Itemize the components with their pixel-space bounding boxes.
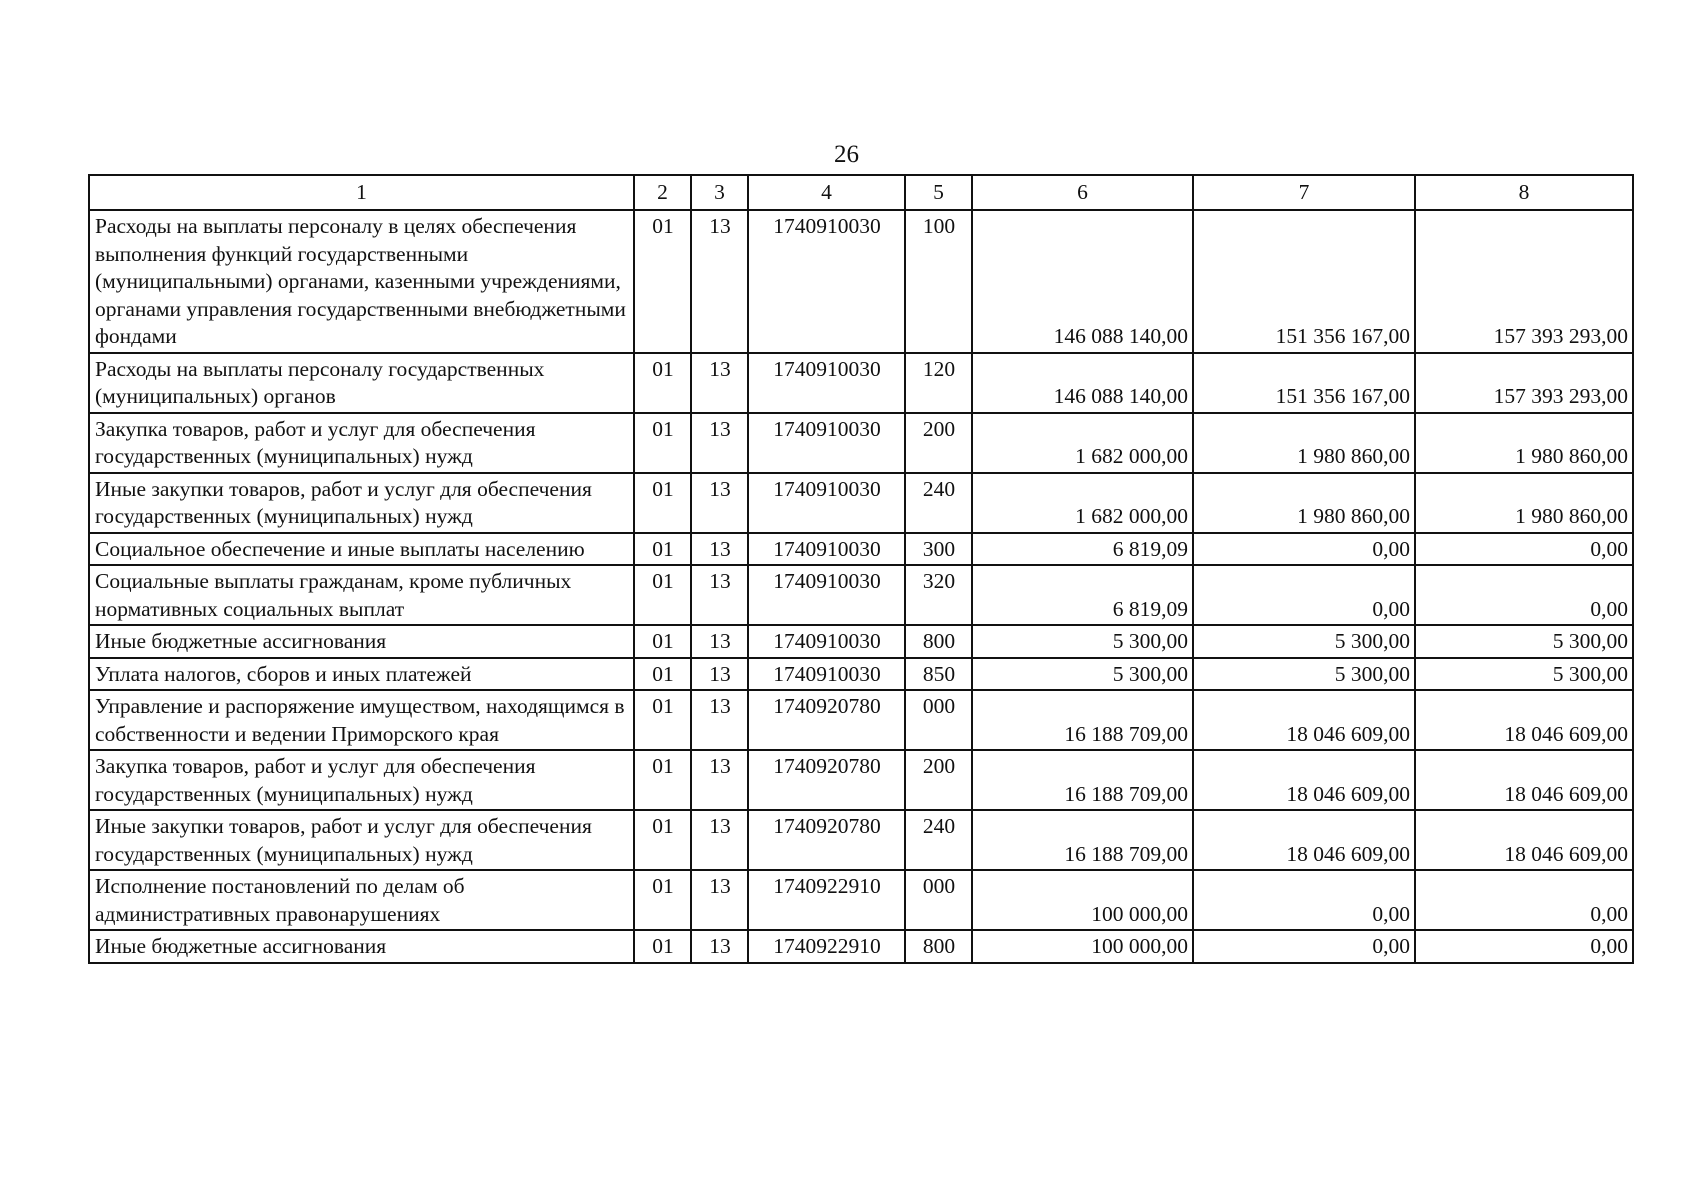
table-row: [89, 810, 1633, 870]
expense-type-cell: 000: [905, 870, 972, 930]
amount-col7-cell: 1 980 860,00: [1193, 473, 1415, 533]
amount-col6-cell: 16 188 709,00: [972, 810, 1193, 870]
row-name-cell: Иные бюджетные ассигнования: [89, 625, 634, 658]
amount-col6-cell: 6 819,09: [972, 565, 1193, 625]
expense-type-cell: 800: [905, 930, 972, 963]
table-row: [89, 210, 1633, 353]
section-code-cell: 01: [634, 658, 691, 691]
amount-col8-cell: 18 046 609,00: [1415, 750, 1633, 810]
table-row: [89, 870, 1633, 930]
section-code-cell: 01: [634, 533, 691, 566]
amount-col7-cell: 0,00: [1193, 930, 1415, 963]
amount-col7-cell: 5 300,00: [1193, 625, 1415, 658]
target-code-cell: 1740920780: [748, 810, 905, 870]
amount-col7-cell: 18 046 609,00: [1193, 810, 1415, 870]
amount-col8-cell: 0,00: [1415, 533, 1633, 566]
subsection-code-cell: 13: [691, 658, 748, 691]
row-name-cell: Социальное обеспечение и иные выплаты населению: [89, 533, 634, 566]
table-row: [89, 565, 1633, 625]
subsection-code-cell: 13: [691, 565, 748, 625]
amount-col8-cell: 1 980 860,00: [1415, 413, 1633, 473]
table-row: [89, 690, 1633, 750]
amount-col7-cell: 5 300,00: [1193, 658, 1415, 691]
column-header: 7: [1193, 175, 1415, 210]
column-header: 1: [89, 175, 634, 210]
amount-col8-cell: 5 300,00: [1415, 658, 1633, 691]
amount-col7-cell: 18 046 609,00: [1193, 690, 1415, 750]
subsection-code-cell: 13: [691, 750, 748, 810]
amount-col8-cell: 0,00: [1415, 565, 1633, 625]
subsection-code-cell: 13: [691, 353, 748, 413]
section-code-cell: 01: [634, 413, 691, 473]
subsection-code-cell: 13: [691, 930, 748, 963]
amount-col6-cell: 1 682 000,00: [972, 473, 1193, 533]
page-number: 26: [834, 141, 859, 168]
target-code-cell: 1740910030: [748, 473, 905, 533]
amount-col7-cell: 0,00: [1193, 533, 1415, 566]
amount-col7-cell: 151 356 167,00: [1193, 210, 1415, 353]
table-row: [89, 625, 1633, 658]
column-header: 4: [748, 175, 905, 210]
expense-type-cell: 000: [905, 690, 972, 750]
subsection-code-cell: 13: [691, 210, 748, 353]
expense-type-cell: 240: [905, 473, 972, 533]
amount-col7-cell: 151 356 167,00: [1193, 353, 1415, 413]
subsection-code-cell: 13: [691, 473, 748, 533]
section-code-cell: 01: [634, 750, 691, 810]
expense-type-cell: 200: [905, 413, 972, 473]
column-header: 2: [634, 175, 691, 210]
amount-col8-cell: 18 046 609,00: [1415, 690, 1633, 750]
amount-col7-cell: 1 980 860,00: [1193, 413, 1415, 473]
row-name-cell: Закупка товаров, работ и услуг для обеспечения государственных (муниципальных) нужд: [89, 413, 634, 473]
row-name-cell: Уплата налогов, сборов и иных платежей: [89, 658, 634, 691]
amount-col7-cell: 18 046 609,00: [1193, 750, 1415, 810]
amount-col8-cell: 157 393 293,00: [1415, 210, 1633, 353]
column-header: 6: [972, 175, 1193, 210]
amount-col8-cell: 5 300,00: [1415, 625, 1633, 658]
subsection-code-cell: 13: [691, 625, 748, 658]
amount-col8-cell: 157 393 293,00: [1415, 353, 1633, 413]
target-code-cell: 1740910030: [748, 625, 905, 658]
table-row: [89, 533, 1633, 566]
section-code-cell: 01: [634, 565, 691, 625]
amount-col6-cell: 5 300,00: [972, 658, 1193, 691]
amount-col6-cell: 100 000,00: [972, 870, 1193, 930]
amount-col8-cell: 1 980 860,00: [1415, 473, 1633, 533]
expense-type-cell: 120: [905, 353, 972, 413]
expense-type-cell: 200: [905, 750, 972, 810]
amount-col6-cell: 100 000,00: [972, 930, 1193, 963]
subsection-code-cell: 13: [691, 413, 748, 473]
row-name-cell: Расходы на выплаты персоналу государственных (муниципальных) органов: [89, 353, 634, 413]
row-name-cell: Закупка товаров, работ и услуг для обеспечения государственных (муниципальных) нужд: [89, 750, 634, 810]
table-row: [89, 930, 1633, 963]
amount-col6-cell: 146 088 140,00: [972, 353, 1193, 413]
section-code-cell: 01: [634, 690, 691, 750]
expense-type-cell: 240: [905, 810, 972, 870]
subsection-code-cell: 13: [691, 690, 748, 750]
table-row: [89, 353, 1633, 413]
target-code-cell: 1740922910: [748, 870, 905, 930]
row-name-cell: Исполнение постановлений по делам об административных правонарушениях: [89, 870, 634, 930]
target-code-cell: 1740910030: [748, 353, 905, 413]
section-code-cell: 01: [634, 353, 691, 413]
row-name-cell: Иные бюджетные ассигнования: [89, 930, 634, 963]
section-code-cell: 01: [634, 930, 691, 963]
target-code-cell: 1740910030: [748, 210, 905, 353]
subsection-code-cell: 13: [691, 810, 748, 870]
target-code-cell: 1740910030: [748, 413, 905, 473]
amount-col8-cell: 0,00: [1415, 930, 1633, 963]
expense-type-cell: 320: [905, 565, 972, 625]
section-code-cell: 01: [634, 625, 691, 658]
expense-type-cell: 100: [905, 210, 972, 353]
amount-col8-cell: 0,00: [1415, 870, 1633, 930]
column-header: 3: [691, 175, 748, 210]
expense-type-cell: 800: [905, 625, 972, 658]
section-code-cell: 01: [634, 210, 691, 353]
table-row: [89, 413, 1633, 473]
amount-col6-cell: 5 300,00: [972, 625, 1193, 658]
target-code-cell: 1740910030: [748, 533, 905, 566]
expense-type-cell: 850: [905, 658, 972, 691]
amount-col8-cell: 18 046 609,00: [1415, 810, 1633, 870]
target-code-cell: 1740920780: [748, 750, 905, 810]
table-row: [89, 658, 1633, 691]
column-header: 8: [1415, 175, 1633, 210]
amount-col6-cell: 1 682 000,00: [972, 413, 1193, 473]
amount-col6-cell: 16 188 709,00: [972, 750, 1193, 810]
target-code-cell: 1740910030: [748, 565, 905, 625]
amount-col6-cell: 6 819,09: [972, 533, 1193, 566]
row-name-cell: Социальные выплаты гражданам, кроме публичных нормативных социальных выплат: [89, 565, 634, 625]
subsection-code-cell: 13: [691, 870, 748, 930]
column-header: 5: [905, 175, 972, 210]
amount-col7-cell: 0,00: [1193, 870, 1415, 930]
table-header-row: [89, 175, 1633, 210]
section-code-cell: 01: [634, 810, 691, 870]
target-code-cell: 1740920780: [748, 690, 905, 750]
row-name-cell: Иные закупки товаров, работ и услуг для обеспечения государственных (муниципальных) нужд: [89, 473, 634, 533]
budget-table: [88, 174, 1634, 964]
row-name-cell: Иные закупки товаров, работ и услуг для обеспечения государственных (муниципальных) нужд: [89, 810, 634, 870]
amount-col7-cell: 0,00: [1193, 565, 1415, 625]
expense-type-cell: 300: [905, 533, 972, 566]
target-code-cell: 1740922910: [748, 930, 905, 963]
table-body: [89, 210, 1633, 963]
target-code-cell: 1740910030: [748, 658, 905, 691]
table-row: [89, 473, 1633, 533]
section-code-cell: 01: [634, 473, 691, 533]
amount-col6-cell: 16 188 709,00: [972, 690, 1193, 750]
table-row: [89, 750, 1633, 810]
subsection-code-cell: 13: [691, 533, 748, 566]
row-name-cell: Расходы на выплаты персоналу в целях обеспечения выполнения функций государственными (муниципальными) органами, казенными учреждениями, органами управления государственными внебюджетными фондами: [89, 210, 634, 353]
section-code-cell: 01: [634, 870, 691, 930]
amount-col6-cell: 146 088 140,00: [972, 210, 1193, 353]
row-name-cell: Управление и распоряжение имуществом, находящимся в собственности и ведении Приморского края: [89, 690, 634, 750]
